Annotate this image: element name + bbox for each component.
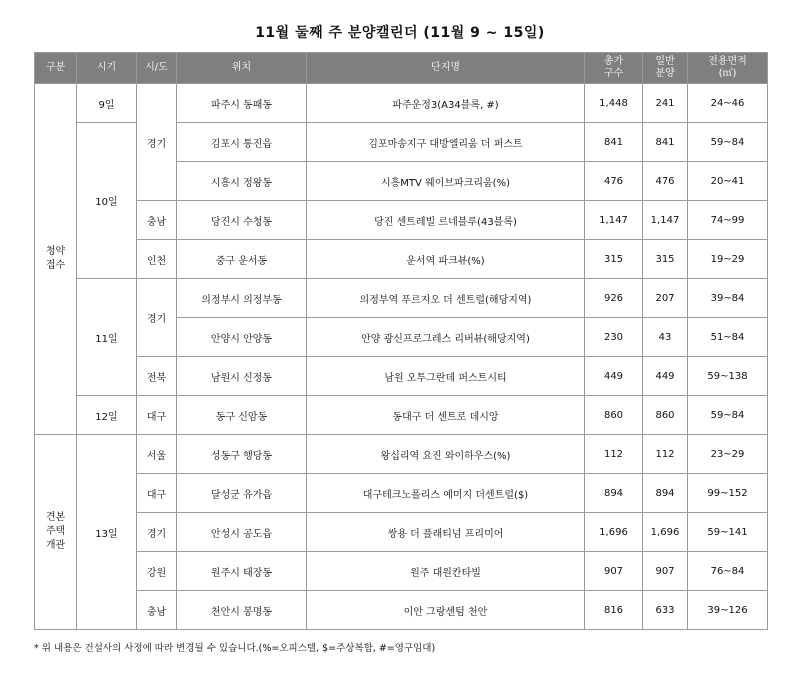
complex-cell: 왕십리역 요진 와이하우스(%) (307, 435, 585, 474)
table-row (35, 591, 768, 630)
group-model-house: 견본 주택 개관 (35, 435, 77, 630)
location-cell: 달성군 유가읍 (177, 474, 307, 513)
general-cell: 112 (643, 435, 688, 474)
location-cell: 성동구 행당동 (177, 435, 307, 474)
total-cell: 449 (585, 357, 643, 396)
general-cell: 1,147 (643, 201, 688, 240)
table-row (35, 84, 768, 123)
area-cell: 24~46 (688, 84, 768, 123)
area-cell: 59~138 (688, 357, 768, 396)
complex-cell: 원주 대원칸타빌 (307, 552, 585, 591)
header-general-units (643, 53, 688, 84)
region-cell: 전북 (137, 357, 177, 396)
table-row (35, 357, 768, 396)
general-cell: 894 (643, 474, 688, 513)
header-area-line1: 전용면적 (708, 56, 747, 67)
area-cell: 39~84 (688, 279, 768, 318)
table-row (35, 201, 768, 240)
table-row (35, 552, 768, 591)
date-cell: 9일 (77, 84, 137, 123)
general-cell: 860 (643, 396, 688, 435)
complex-cell: 운서역 파크뷰(%) (307, 240, 585, 279)
region-cell: 대구 (137, 396, 177, 435)
complex-cell: 대구테크노폴리스 예미지 더센트럴($) (307, 474, 585, 513)
header-row (35, 53, 768, 84)
table-row (35, 240, 768, 279)
area-cell: 19~29 (688, 240, 768, 279)
area-cell: 99~152 (688, 474, 768, 513)
general-cell: 1,696 (643, 513, 688, 552)
location-cell: 안양시 안양동 (177, 318, 307, 357)
complex-cell: 쌍용 더 플래티넘 프리미어 (307, 513, 585, 552)
region-cell: 서울 (137, 435, 177, 474)
table-row (35, 396, 768, 435)
area-cell: 74~99 (688, 201, 768, 240)
region-cell: 충남 (137, 591, 177, 630)
total-cell: 112 (585, 435, 643, 474)
header-general-line1: 일반 (655, 56, 675, 67)
location-cell: 천안시 봉명동 (177, 591, 307, 630)
header-time: 시기 (77, 53, 137, 84)
area-cell: 20~41 (688, 162, 768, 201)
date-cell: 11일 (77, 279, 137, 396)
total-cell: 476 (585, 162, 643, 201)
header-area-line2: (㎡) (718, 68, 737, 79)
total-cell: 1,147 (585, 201, 643, 240)
complex-cell: 남원 오투그란데 퍼스트시티 (307, 357, 585, 396)
location-cell: 동구 신암동 (177, 396, 307, 435)
general-cell: 633 (643, 591, 688, 630)
general-cell: 476 (643, 162, 688, 201)
general-cell: 449 (643, 357, 688, 396)
area-cell: 59~84 (688, 123, 768, 162)
complex-cell: 파주운정3(A34블록, #) (307, 84, 585, 123)
date-cell: 13일 (77, 435, 137, 630)
header-total-line1: 총가 (603, 56, 624, 67)
location-cell: 의정부시 의정부동 (177, 279, 307, 318)
header-complex: 단지명 (307, 53, 585, 84)
total-cell: 926 (585, 279, 643, 318)
area-cell: 59~141 (688, 513, 768, 552)
header-location: 위치 (177, 53, 307, 84)
location-cell: 중구 운서동 (177, 240, 307, 279)
region-cell: 경기 (137, 84, 177, 201)
group-subscription: 청약 접수 (35, 84, 77, 435)
area-cell: 39~126 (688, 591, 768, 630)
location-cell: 파주시 동패동 (177, 84, 307, 123)
location-cell: 원주시 태장동 (177, 552, 307, 591)
complex-cell: 김포마송지구 대방엘리움 더 퍼스트 (307, 123, 585, 162)
sales-calendar-table (34, 52, 768, 630)
header-region: 시/도 (137, 53, 177, 84)
date-cell: 10일 (77, 123, 137, 279)
location-cell: 시흥시 정왕동 (177, 162, 307, 201)
header-total-units (585, 53, 643, 84)
total-cell: 894 (585, 474, 643, 513)
complex-cell: 의정부역 푸르지오 더 센트럴(해당지역) (307, 279, 585, 318)
complex-cell: 시흥MTV 웨이브파크리움(%) (307, 162, 585, 201)
region-cell: 충남 (137, 201, 177, 240)
table-row (35, 279, 768, 318)
general-cell: 315 (643, 240, 688, 279)
region-cell: 대구 (137, 474, 177, 513)
total-cell: 841 (585, 123, 643, 162)
total-cell: 907 (585, 552, 643, 591)
general-cell: 841 (643, 123, 688, 162)
total-cell: 315 (585, 240, 643, 279)
header-area (688, 53, 768, 84)
general-cell: 207 (643, 279, 688, 318)
general-cell: 241 (643, 84, 688, 123)
region-cell: 인천 (137, 240, 177, 279)
table-row (35, 474, 768, 513)
location-cell: 남원시 신정동 (177, 357, 307, 396)
area-cell: 23~29 (688, 435, 768, 474)
region-cell: 경기 (137, 279, 177, 357)
complex-cell: 당진 센트레빌 르네블루(43블록) (307, 201, 585, 240)
area-cell: 59~84 (688, 396, 768, 435)
total-cell: 1,696 (585, 513, 643, 552)
complex-cell: 안양 광신프로그레스 리버뷰(해당지역) (307, 318, 585, 357)
complex-cell: 이안 그랑센텀 천안 (307, 591, 585, 630)
header-total-line2: 구수 (603, 68, 624, 79)
page-title: 11월 둘째 주 분양캘린더 (11월 9 ~ 15일) (255, 25, 545, 41)
table-row (35, 513, 768, 552)
total-cell: 816 (585, 591, 643, 630)
area-cell: 76~84 (688, 552, 768, 591)
location-cell: 김포시 통진읍 (177, 123, 307, 162)
region-cell: 강원 (137, 552, 177, 591)
location-cell: 안성시 공도읍 (177, 513, 307, 552)
footnote: * 위 내용은 건설사의 사정에 따라 변경될 수 있습니다.(%=오피스텔, $=주상복합, #=영구임대) (34, 643, 436, 654)
area-cell: 51~84 (688, 318, 768, 357)
date-cell: 12일 (77, 396, 137, 435)
location-cell: 당진시 수청동 (177, 201, 307, 240)
general-cell: 43 (643, 318, 688, 357)
complex-cell: 동대구 더 센트로 데시앙 (307, 396, 585, 435)
header-category: 구분 (35, 53, 77, 84)
total-cell: 230 (585, 318, 643, 357)
total-cell: 860 (585, 396, 643, 435)
general-cell: 907 (643, 552, 688, 591)
header-general-line2: 분양 (655, 68, 675, 79)
table-row (35, 435, 768, 474)
total-cell: 1,448 (585, 84, 643, 123)
region-cell: 경기 (137, 513, 177, 552)
